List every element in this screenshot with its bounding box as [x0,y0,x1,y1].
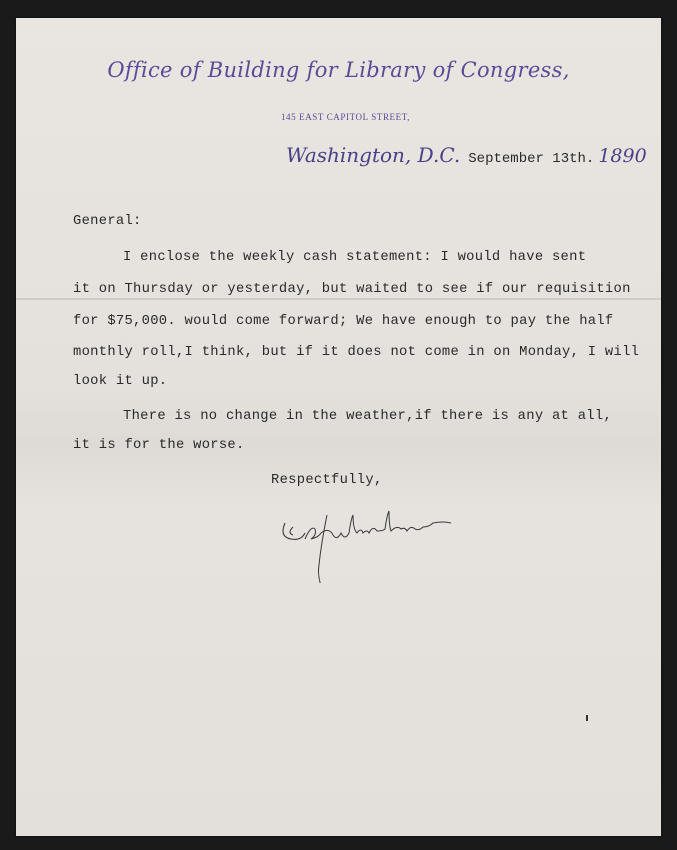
dateline [286,143,647,167]
body-line: look it up. [73,374,168,389]
dateline-date: September 13th. [468,151,595,167]
body-line: There is no change in the weather,if there is any at all, [123,409,613,424]
closing: Respectfully, [271,473,383,488]
letterhead-title: Office of Building for Library of Congress, [107,58,570,82]
letterhead-address: 145 EAST CAPITOL STREET, [280,112,411,122]
handwritten-signature [271,493,491,583]
letter-sheet [16,18,661,836]
salutation: General: [73,214,142,229]
body-line: it is for the worse. [73,438,245,453]
ink-mark [586,715,588,721]
dateline-place: Washington, D.C. [286,143,461,167]
body-line: it on Thursday or yesterday, but waited to see if our requisition [73,282,631,297]
body-line: I enclose the weekly cash statement: I would have sent [123,250,587,265]
body-line: for $75,000. would come forward; We have enough to pay the half [73,314,614,329]
paper-fold [16,298,661,300]
body-line: monthly roll,I think, but if it does not come in on Monday, I will [73,345,640,360]
dateline-year: 1890 [598,145,647,167]
